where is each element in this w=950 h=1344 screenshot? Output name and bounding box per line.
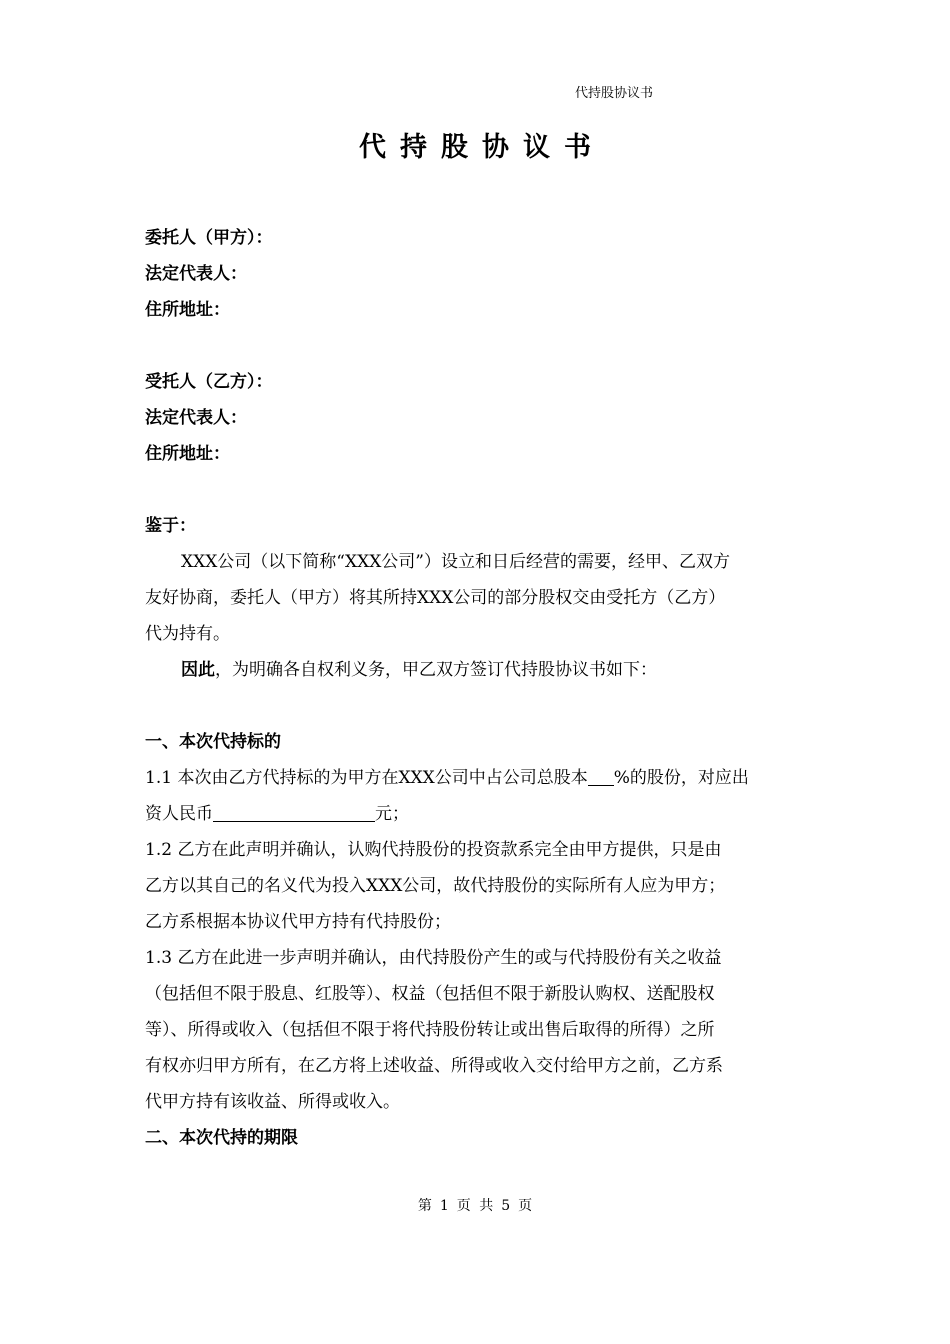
clause-1-3-line: 有权亦归甲方所有，在乙方将上述收益、所得或收入交付给甲方之前，乙方系 <box>145 1056 723 1076</box>
clause-1-3-line: 1.3 乙方在此进一步声明并确认，由代持股份产生的或与代持股份有关之收益 <box>145 948 722 968</box>
section-2-heading: 二、本次代持的期限 <box>145 1128 298 1148</box>
party-b-label: 受托人（乙方）： <box>145 372 273 392</box>
clause-text: %的股份，对应出 <box>613 768 749 788</box>
party-b-rep-label: 法定代表人： <box>145 408 247 428</box>
party-b-address-label: 住所地址： <box>145 444 230 464</box>
footer-mid: 页 共 <box>456 1198 494 1214</box>
clause-text: 资人民币 <box>145 804 213 824</box>
clause-1-1-line <box>145 760 807 796</box>
clause-1-2-line: 1.2 乙方在此声明并确认，认购代持股份的投资款系完全由甲方提供，只是由 <box>145 840 722 860</box>
document-body <box>145 220 807 1156</box>
clause-1-3-line: （包括但不限于股息、红股等）、权益（包括但不限于新股认购权、送配股权 <box>145 984 715 1004</box>
clause-1-2-line: 乙方系根据本协议代甲方持有代持股份； <box>145 912 451 932</box>
page-footer <box>0 1197 950 1215</box>
clause-1-3-line: 代甲方持有该收益、所得或收入。 <box>145 1092 400 1112</box>
spacer <box>145 328 807 364</box>
party-a-rep-label: 法定代表人： <box>145 264 247 284</box>
footer-prefix: 第 <box>417 1198 432 1214</box>
recital-conclusion-bold: 因此 <box>181 660 215 680</box>
section-1-heading: 一、本次代持标的 <box>145 732 281 752</box>
recital-line: XXX公司（以下简称“XXX公司”）设立和日后经营的需要，经甲、乙双方 <box>181 552 730 572</box>
recital-line: 友好协商，委托人（甲方）将其所持XXX公司的部分股权交由受托方（乙方） <box>145 588 726 608</box>
amount-blank <box>213 801 375 822</box>
party-a-address-label: 住所地址： <box>145 300 230 320</box>
clause-1-1-line <box>145 796 807 832</box>
footer-suffix: 页 <box>518 1198 533 1214</box>
page-number: 1 <box>439 1198 449 1214</box>
spacer <box>145 688 807 724</box>
percentage-blank <box>588 765 614 786</box>
page-total: 5 <box>501 1198 511 1214</box>
clause-1-2-line: 乙方以其自己的名义代为投入XXX公司，故代持股份的实际所有人应为甲方； <box>145 876 726 896</box>
recital-line: 代为持有。 <box>145 624 230 644</box>
party-a-label: 委托人（甲方）： <box>145 228 273 248</box>
document-title: 代持股协议书 <box>359 132 605 163</box>
clause-text: 元； <box>375 804 409 824</box>
spacer <box>145 472 807 508</box>
clause-1-3-line: 等）、所得或收入（包括但不限于将代持股份转让或出售后取得的所得）之所 <box>145 1020 715 1040</box>
recitals-heading: 鉴于： <box>145 516 196 536</box>
clause-text: 1.1 本次由乙方代持标的为甲方在XXX公司中占公司总股本 <box>145 768 588 788</box>
running-header: 代持股协议书 <box>575 86 654 101</box>
recital-conclusion-text: ，为明确各自权利义务，甲乙双方签订代持股协议书如下： <box>215 660 657 680</box>
recital-conclusion <box>145 652 807 688</box>
